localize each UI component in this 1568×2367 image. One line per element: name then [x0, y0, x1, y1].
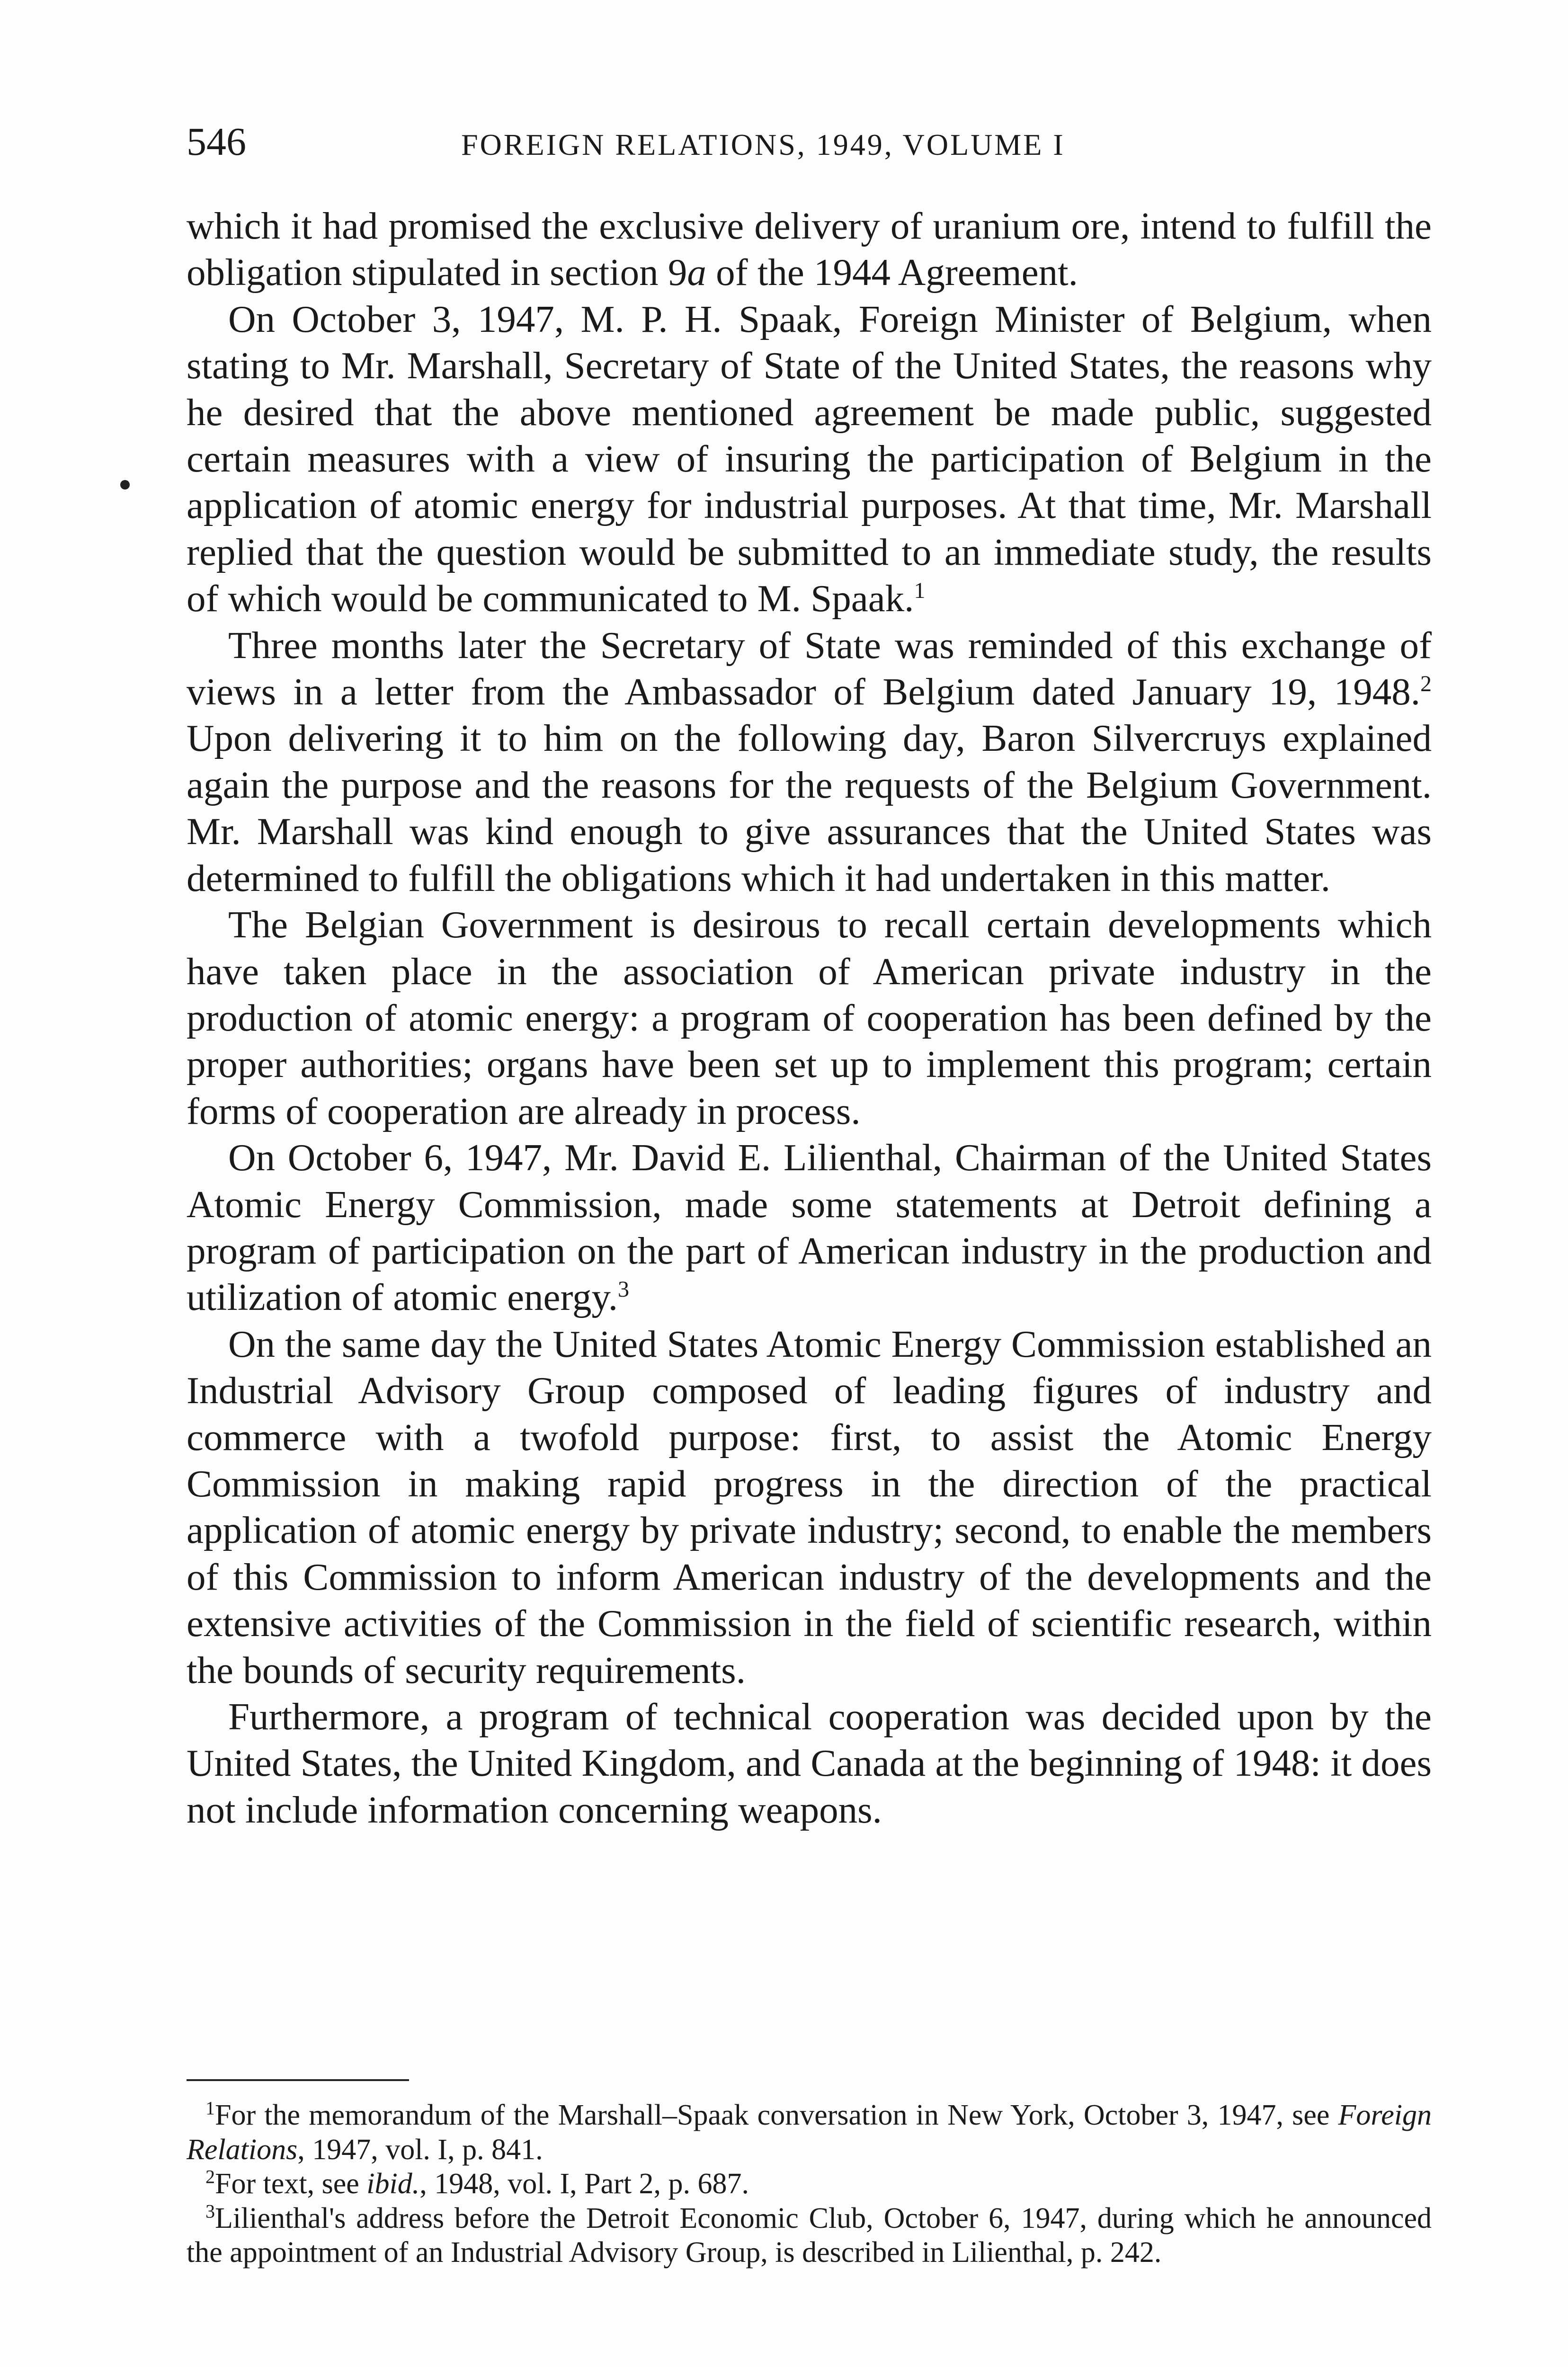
footnote-1: $^1$For the memorandum of the Marshall–Spaak conversation in New York, October 3, 1947, see Foreign Relations, 1947, vol. I, p. 841. [187, 2097, 1432, 2166]
paragraph-lilienthal: On October 6, 1947, Mr. David E. Lilienthal, Chairman of the United States Atomic Energy Commission, made some statements at Detroit defining a program of participation on the part of American industry in the production and utilization of atomic energy.$^3$ [187, 1136, 1432, 1319]
body-text [187, 203, 1432, 1833]
paragraph-three-months: Three months later the Secretary of State was reminded of this exchange of views in a letter from the Ambassador of Belgium dated January 19, 1948.$^2$ Upon delivering it to him on the following day, Baron Silvercruys explained again the purpose and the reasons for the requests of the Belgium Government. Mr. Marshall was kind enough to give assurances that the United States was determined to fulfill the obligations which it had undertaken in this matter. [187, 623, 1432, 899]
footnotes [187, 2098, 1432, 2270]
running-title: FOREIGN RELATIONS, 1949, VOLUME I [461, 128, 1065, 161]
footnote-ref: 3 [617, 1277, 629, 1302]
footnote-2: $^2$For text, see ibid., 1948, vol. I, Part 2, p. 687. [205, 2166, 749, 2200]
paragraph-continuation: which it had promised the exclusive delivery of uranium ore, intend to fulfill the obligation stipulated in section 9a of the 1944 Agreement. [187, 205, 1432, 294]
footnote-number: 3 [205, 2200, 215, 2222]
footnote-number: 1 [205, 2097, 215, 2119]
footnote-3: $^3$Lilienthal's address before the Detroit Economic Club, October 6, 1947, during which he announced the appointment of an Industrial Advisory Group, is described in Lilienthal, p. 242. [187, 2200, 1432, 2269]
footnote-ref: 2 [1420, 671, 1432, 697]
page-number: 546 [187, 120, 246, 164]
paragraph-advisory-group: On the same day the United States Atomic Energy Commission established an Industrial Advisory Group composed of leading figures of industry and commerce with a twofold purpose: first, to assist the Atomic Energy Commission in making rapid progress in the direction of the practical application of atomic energy by private industry; second, to enable the members of this Commission to inform American industry of the developments and the extensive activities of the Commission in the field of scientific research, within the bounds of security requirements. [187, 1322, 1432, 1691]
footnote-number: 2 [205, 2166, 215, 2188]
footnote-divider [187, 2079, 409, 2081]
running-head [187, 116, 1436, 168]
footnote-ref: 1 [914, 578, 926, 604]
paragraph-belgian-government: The Belgian Government is desirous to recall certain developments which have taken place in the association of American private industry in the production of atomic energy: a program of cooperation has been defined by the proper authorities; organs have been set up to implement this program; certain forms of cooperation are already in process. [187, 903, 1432, 1132]
paragraph-spaak: On October 3, 1947, M. P. H. Spaak, Foreign Minister of Belgium, when stating to Mr. Marshall, Secretary of State of the United States, the reasons why he desired that the above mentioned agreement be made public, suggested certain measures with a view of insuring the participation of Belgium in the application of atomic energy for industrial purposes. At that time, Mr. Marshall replied that the question would be submitted to an immediate study, the results of which would be communicated to M. Spaak.$^1$ [187, 297, 1432, 620]
margin-mark [120, 480, 130, 489]
paragraph-technical-cooperation: Furthermore, a program of technical cooperation was decided upon by the United States, the United Kingdom, and Canada at the beginning of 1948: it does not include information concerning weapons. [187, 1695, 1432, 1831]
